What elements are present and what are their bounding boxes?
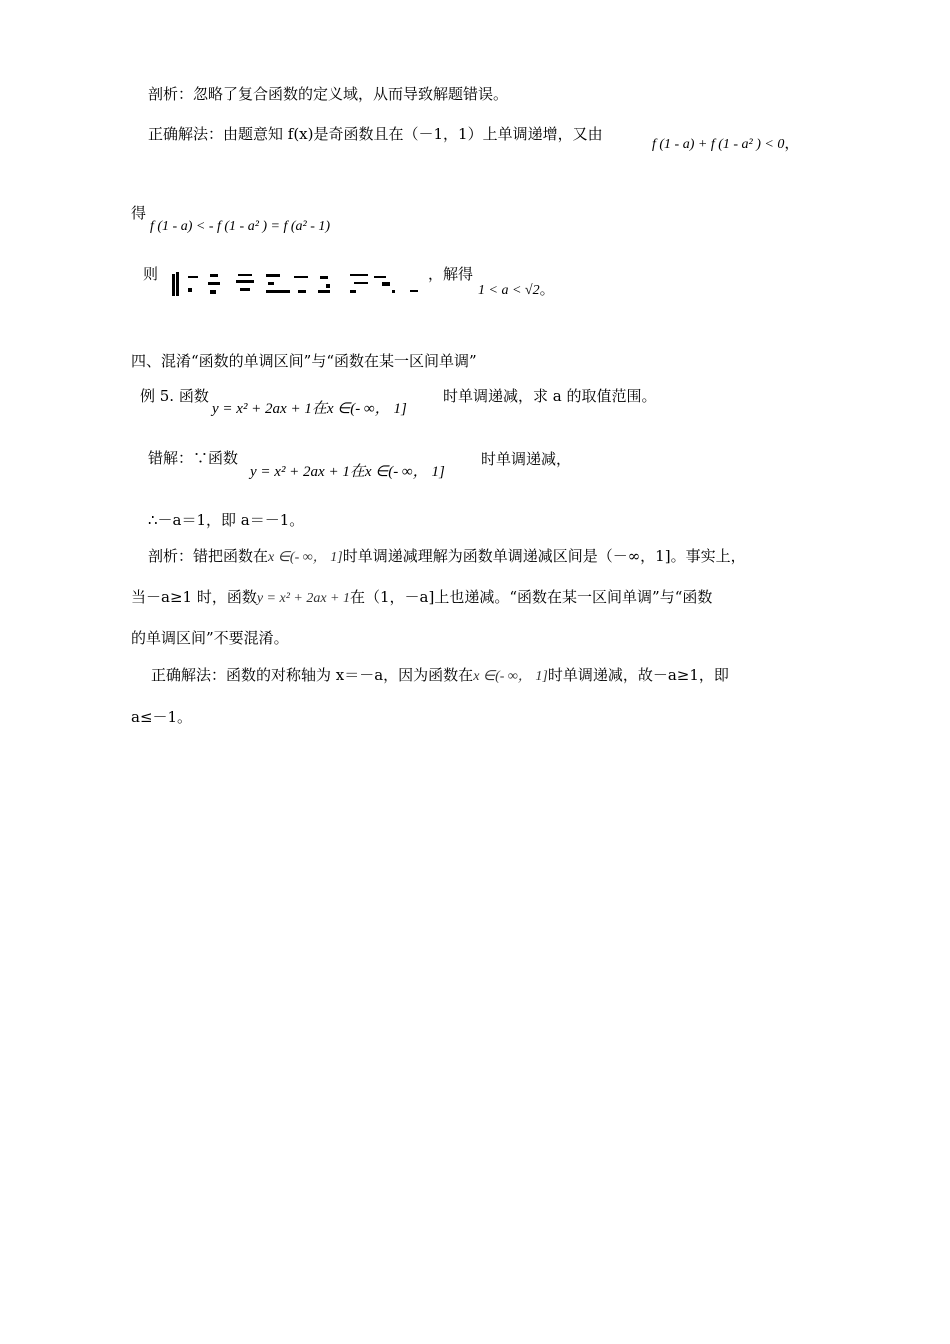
comma: ， <box>784 134 800 152</box>
formula-condition <box>652 133 799 155</box>
therefore-text: ∴－a＝1，即 a＝－1。 <box>148 511 305 529</box>
formula-wrong-solution <box>250 461 445 482</box>
section-heading-text: 四、混淆“函数的单调区间”与“函数在某一区间单调” <box>131 352 477 370</box>
correct-solution-text: 正确解法：由题意知 f(x)是奇函数且在（－1，1）上单调递增，又由 <box>148 125 603 143</box>
correct-solution-paragraph-2-line-1 <box>151 665 729 687</box>
garbled-system-image <box>170 270 428 298</box>
then-lead: 则 <box>143 265 159 283</box>
correct-2-text-b: 时单调递减，故－a≥1，即 <box>547 666 729 684</box>
analysis-2-text-a: 剖析：错把函数在 <box>148 547 269 565</box>
formula-derivation <box>150 215 330 237</box>
analysis-paragraph-1 <box>148 84 508 104</box>
formula-range <box>478 279 555 301</box>
formula-example-5-expr: y = x² + 2ax + 1在x ∈(- ∞， 1] <box>212 401 407 417</box>
formula-condition-expr: f (1 - a) + f (1 - a² ) < 0 <box>652 137 785 152</box>
period: 。 <box>539 280 555 298</box>
analysis-paragraph-2-line-1 <box>148 546 746 568</box>
formula-derivation-expr: f (1 - a) < - f (1 - a² ) = f (a² - 1) <box>150 219 331 234</box>
derive-lead: 得 <box>131 204 147 222</box>
garbled-equation-image <box>170 270 428 298</box>
wrong-solution <box>148 448 238 468</box>
analysis-paragraph-2-line-3 <box>131 628 289 648</box>
correct-solution-paragraph-2-line-2 <box>131 707 192 727</box>
formula-range-expr: 1 < a < √2 <box>478 283 540 298</box>
analysis-2-formula: x ∈(- ∞， 1] <box>268 550 343 565</box>
example-5-lead: 例 5. 函数 <box>140 387 209 405</box>
correct-solution-paragraph-1 <box>148 124 603 144</box>
correct-2-formula: x ∈(- ∞， 1] <box>473 669 548 684</box>
analysis-2-line2-text-a: 当－a≥1 时，函数 <box>131 588 257 606</box>
example-5 <box>140 386 209 406</box>
wrong-solution-lead: 错解：∵函数 <box>148 449 239 467</box>
analysis-2-text-b: 时单调递减理解为函数单调递减区间是（－∞，1]。事实上， <box>342 547 746 565</box>
derive-line <box>131 203 146 223</box>
correct-2-line2-text: a≤－1。 <box>131 708 193 726</box>
wrong-solution-tail <box>481 449 571 469</box>
analysis-2-line3-text: 的单调区间”不要混淆。 <box>131 629 289 647</box>
solve-lead: ，解得 <box>428 265 474 283</box>
wrong-solution-tail-text: 时单调递减， <box>481 450 572 468</box>
correct-2-text-a: 正确解法：函数的对称轴为 x＝－a，因为函数在 <box>151 666 474 684</box>
formula-wrong-solution-expr: y = x² + 2ax + 1在x ∈(- ∞， 1] <box>250 464 445 480</box>
analysis-2-line2-text-b: 在（1，－a]上也递减。“函数在某一区间单调”与“函数 <box>350 588 713 606</box>
section-heading-4 <box>131 351 477 371</box>
solve-result <box>428 264 473 284</box>
then-line <box>143 264 158 284</box>
therefore-line <box>148 510 304 530</box>
analysis-paragraph-2-line-2 <box>131 587 712 609</box>
formula-example-5 <box>212 398 407 419</box>
analysis-2-line2-formula: y = x² + 2ax + 1 <box>256 591 351 606</box>
example-5-tail <box>443 386 656 406</box>
analysis-text: 剖析：忽略了复合函数的定义域，从而导致解题错误。 <box>148 85 509 103</box>
example-5-tail-text: 时单调递减，求 a 的取值范围。 <box>443 387 657 405</box>
